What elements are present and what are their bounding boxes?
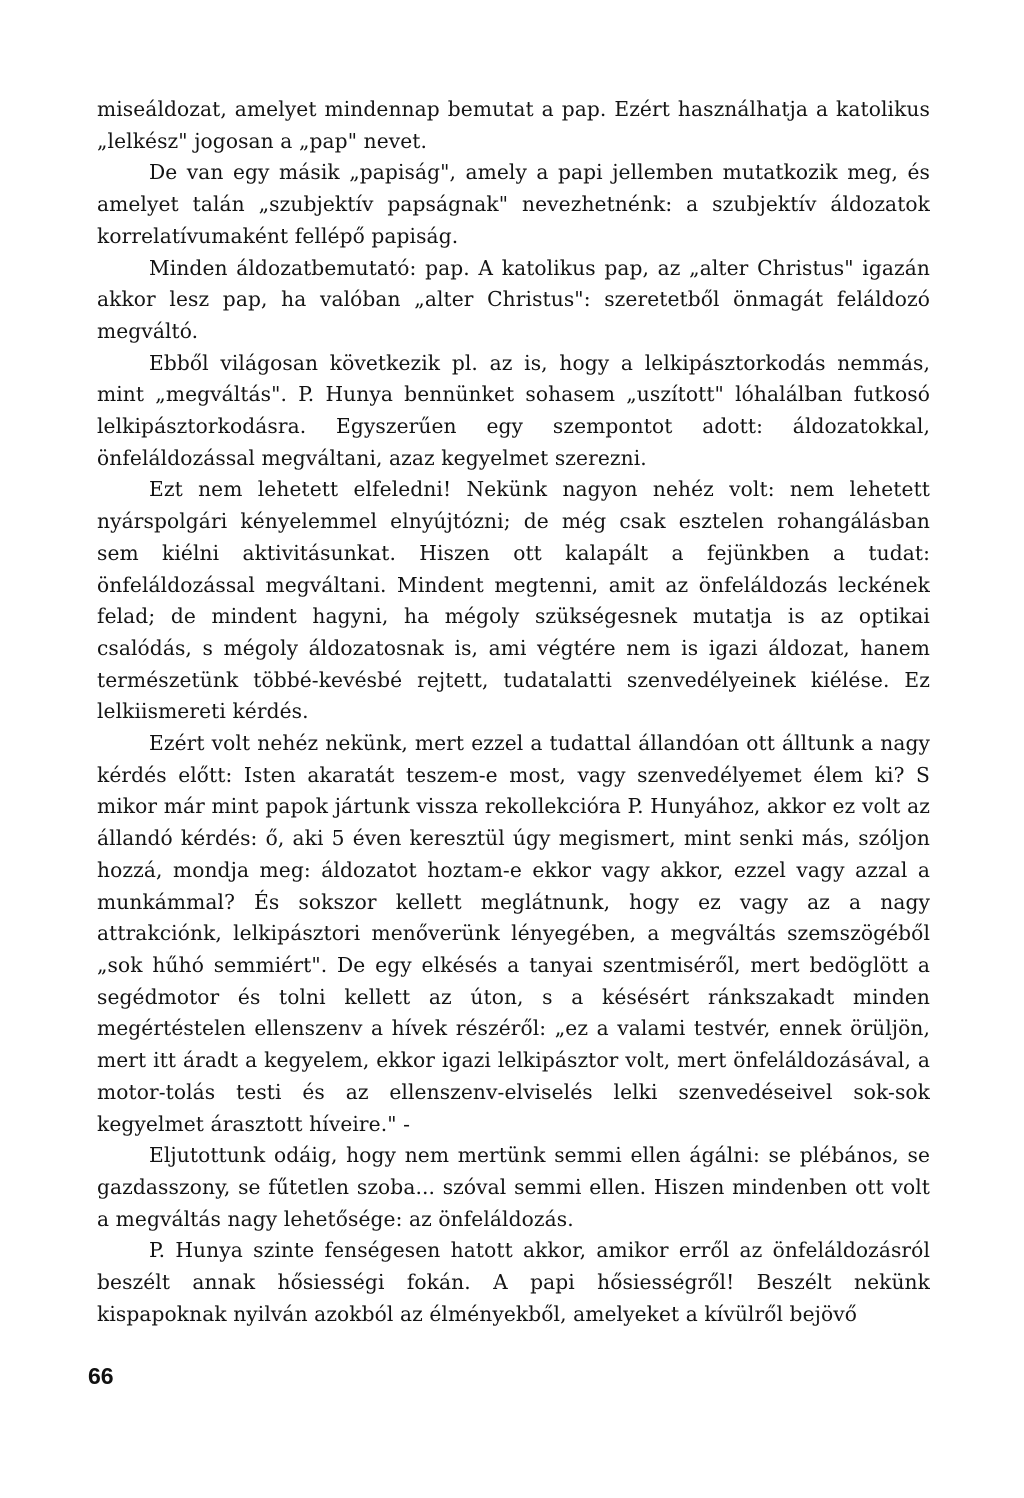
paragraph: Ezért volt nehéz nekünk, mert ezzel a tudattal állandóan ott álltunk a nagy kérdés előtt: Isten akaratát teszem-e most, vagy szenvedélyemet élem ki? S mikor már mint papok jártunk vissza rekollekcióra P. Hunyához, akkor ez volt az állandó kérdés: ő, aki 5 éven keresztül úgy megismert, mint senki más, szóljon hozzá, mondja meg: áldozatot hoztam-e ekkor vagy akkor, ezzel vagy azzal a munkámmal? És sokszor kellett meglátnunk, hogy ez vagy az a nagy attrakciónk, lelkipásztori menőverünk lényegében, a megváltás szemszögéből „sok hűhó semmiért". De egy elkésés a tanyai szentmiséről, mert bedöglött a segédmotor és tolni kellett az úton, s a késésért ránkszakadt minden megértéstelen ellenszenv a hívek részéről: „ez a valami testvér, ennek örüljön, mert itt áradt a kegyelem, ekkor igazi lelkipásztor volt, mert önfeláldozásával, a motor-tolás testi és az ellenszenv-elviselés lelki szenvedéseivel sok-sok kegyelmet árasztott híveire." - xyxy=(97,731,930,1136)
paragraph: De van egy másik „papiság", amely a papi jellemben mutatkozik meg, és amelyet talán „szubjektív papságnak" nevezhetnénk: a szubjektív áldozatok korrelatívumaként fellépő papiság. xyxy=(97,160,930,248)
paragraph: Ebből világosan következik pl. az is, hogy a lelkipásztorkodás nemmás, mint „megváltás". P. Hunya bennünket sohasem „uszított" lóhalálban futkosó lelkipásztorkodásra. Egyszerűen egy szempontot adott: áldozatokkal, önfeláldozással megváltani, azaz kegyelmet szerezni. xyxy=(97,350,930,470)
paragraph: P. Hunya szinte fenségesen hatott akkor, amikor erről az önfeláldozásról beszélt annak hősiességi fokán. A papi hősiességről! Beszélt nekünk kispapoknak nyilván azokból az élményekből, amelyeket a kívülről bejövő xyxy=(97,1238,930,1326)
body-text xyxy=(97,94,930,1330)
paragraph: Eljutottunk odáig, hogy nem mertünk semmi ellen ágálni: se plébános, se gazdasszony, se fűtetlen szoba... szóval semmi ellen. Hiszen mindenben ott volt a megváltás nagy lehetősége: az önfeláldozás. xyxy=(97,1143,930,1231)
paragraph: Minden áldozatbemutató: pap. A katolikus pap, az „alter Christus" igazán akkor lesz pap, ha valóban „alter Christus": szeretetből önmagát feláldozó megváltó. xyxy=(97,255,930,343)
paragraph: miseáldozat, amelyet mindennap bemutat a pap. Ezért használhatja a katolikus „lelkész" jogosan a „pap" nevet. xyxy=(97,97,930,153)
page-number: 66 xyxy=(88,1363,114,1389)
paragraph: Ezt nem lehetett elfeledni! Nekünk nagyon nehéz volt: nem lehetett nyárspolgári kényelemmel elnyújtózni; de még csak esztelen rohangálásban sem kiélni aktivitásunkat. Hiszen ott kalapált a fejünkben a tudat: önfeláldozással megváltani. Mindent megtenni, amit az önfeláldozás leckének felad; de mindent hagyni, ha mégoly szükségesnek mutatja is az optikai csalódás, s mégoly áldozatosnak is, ami végtére nem is igazi áldozat, hanem természetünk többé-kevésbé rejtett, tudatalatti szenvedélyeinek kiélése. Ez lelkiismereti kérdés. xyxy=(97,477,930,724)
